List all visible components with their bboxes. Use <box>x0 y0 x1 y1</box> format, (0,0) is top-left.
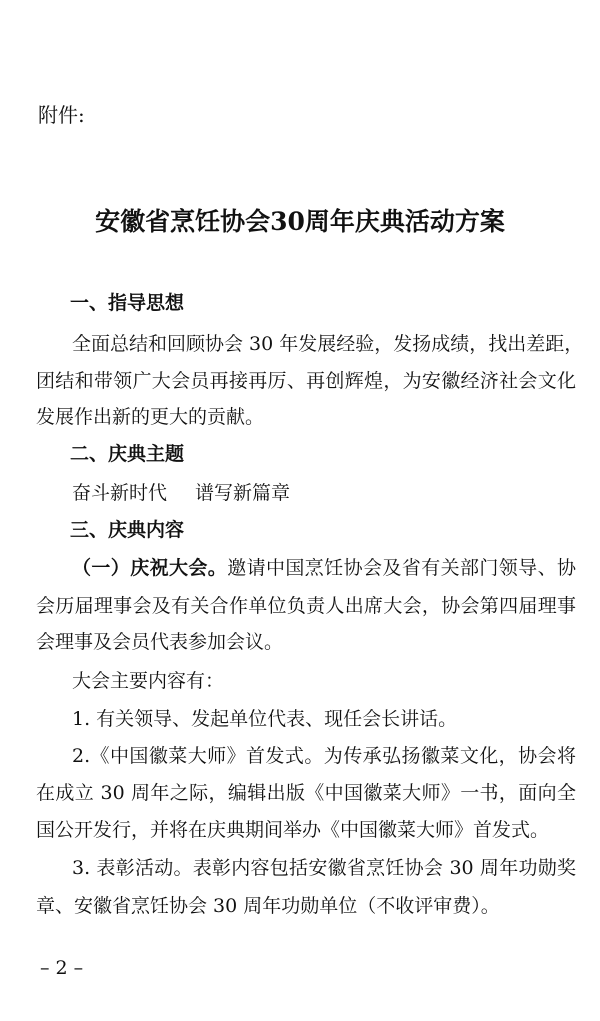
page-number: – 2 – <box>40 957 84 979</box>
paragraph-line: 会理事及会员代表参加会议。 <box>36 631 284 653</box>
agenda-intro: 大会主要内容有： <box>72 670 225 692</box>
theme-line <box>72 478 576 508</box>
paragraph-line: 团结和带领广大会员再接再厉、再创辉煌，为安徽经济社会文化 <box>36 370 576 392</box>
agenda-item-3-line: 章、安徽省烹饪协会 30 周年功勋单位（不收评审费）。 <box>36 895 500 917</box>
agenda-item-2-line: 国公开发行，并将在庆典期间举办《中国徽菜大师》首发式。 <box>36 819 550 841</box>
subsection-text: 邀请中国烹饪协会及省有关部门领导、协 <box>227 557 576 579</box>
agenda-item-1: 1. 有关领导、发起单位代表、现任会长讲话。 <box>72 708 458 730</box>
attachment-label: 附件: <box>38 103 85 127</box>
subsection-title: （一）庆祝大会。 <box>72 557 228 579</box>
paragraph-line: 会历届理事会及有关合作单位负责人出席大会，协会第四届理事 <box>36 595 576 617</box>
section-heading-theme: 二、庆典主题 <box>70 443 185 465</box>
subsection-lead-line <box>72 553 576 583</box>
theme-part-2: 谱写新篇章 <box>195 482 291 504</box>
paragraph-line: 全面总结和回顾协会 30 年发展经验，发扬成绩，找出差距， <box>72 333 584 355</box>
theme-part-1: 奋斗新时代 <box>72 482 168 504</box>
agenda-item-2-line: 2.《中国徽菜大师》首发式。为传承弘扬徽菜文化，协会将 <box>72 745 576 767</box>
section-heading-guiding-ideology: 一、指导思想 <box>70 292 185 314</box>
paragraph-line: 发展作出新的更大的贡献。 <box>36 406 265 428</box>
section-heading-content: 三、庆典内容 <box>70 519 185 541</box>
agenda-item-3-line: 3. 表彰活动。表彰内容包括安徽省烹饪协会 30 周年功勋奖 <box>72 857 576 879</box>
agenda-item-2-line: 在成立 30 周年之际，编辑出版《中国徽菜大师》一书，面向全 <box>36 782 576 804</box>
document-title: 安徽省烹饪协会30周年庆典活动方案 <box>95 207 505 236</box>
